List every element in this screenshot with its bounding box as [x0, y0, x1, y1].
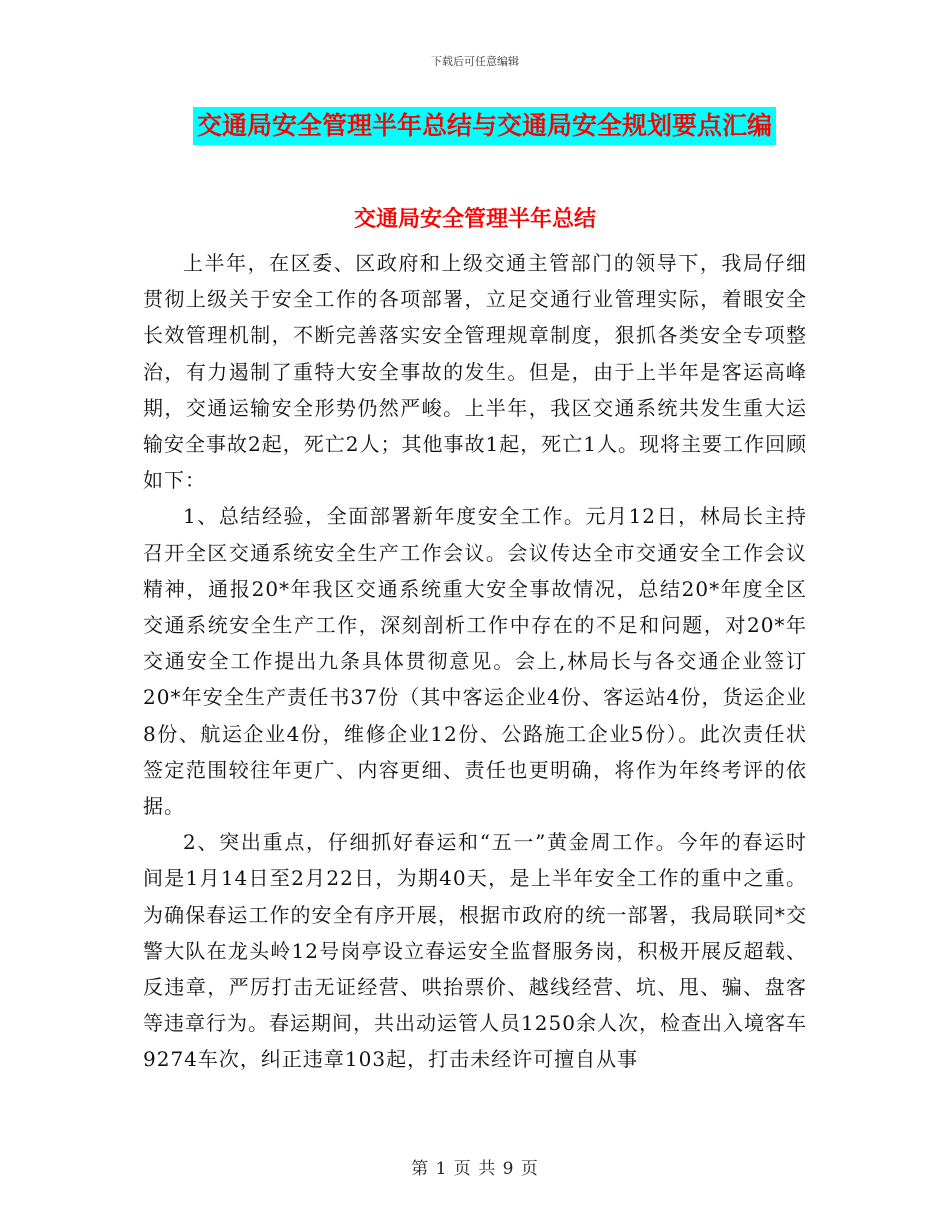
- page-footer: 第 1 页 共 9 页: [411, 1159, 539, 1179]
- body-text: [143, 245, 807, 1078]
- page-header-note: 下载后可任意编辑: [431, 55, 519, 68]
- section-title: 交通局安全管理半年总结: [353, 207, 596, 232]
- paragraph-item-2: 2、突出重点，仔细抓好春运和“五一”黄金周工作。今年的春运时间是1月14日至2月22日，为期40天，是上半年安全工作的重中之重。为确保春运工作的安全有序开展，根据市政府的统一部署，我局联同*交警大队在龙头岭12号岗亭设立春运安全监督服务岗，积极开展反超载、反违章，严厉打击无证经营、哄抬票价、越线经营、坑、甩、骗、盘客等违章行为。春运期间，共出动运管人员1250余人次，检查出入境客车9274车次，纠正违章103起，打击未经许可擅自从事: [143, 830, 807, 1072]
- document-title: 交通局安全管理半年总结与交通局安全规划要点汇编: [193, 107, 776, 145]
- paragraph-intro: 上半年，在区委、区政府和上级交通主管部门的领导下，我局仔细贯彻上级关于安全工作的各项部署，立足交通行业管理实际，着眼安全长效管理机制，不断完善落实安全管理规章制度，狠抓各类安全专项整治，有力遏制了重特大安全事故的发生。但是，由于上半年是客运高峰期，交通运输安全形势仍然严峻。上半年，我区交通系统共发生重大运输安全事故2起，死亡2人；其他事故1起，死亡1人。现将主要工作回顾如下：: [143, 251, 807, 493]
- paragraph-item-1: 1、总结经验，全面部署新年度安全工作。元月12日，林局长主持召开全区交通系统安全生产工作会议。会议传达全市交通安全工作会议精神，通报20*年我区交通系统重大安全事故情况，总结20*年度全区交通系统安全生产工作，深刻剖析工作中存在的不足和问题，对20*年交通安全工作提出九条具体贯彻意见。会上,林局长与各交通企业签订20*年安全生产责任书37份（其中客运企业4份、客运站4份，货运企业8份、航运企业4份，维修企业12份、公路施工企业5份）。此次责任状签定范围较往年更广、内容更细、责任也更明确，将作为年终考评的依据。: [143, 504, 807, 819]
